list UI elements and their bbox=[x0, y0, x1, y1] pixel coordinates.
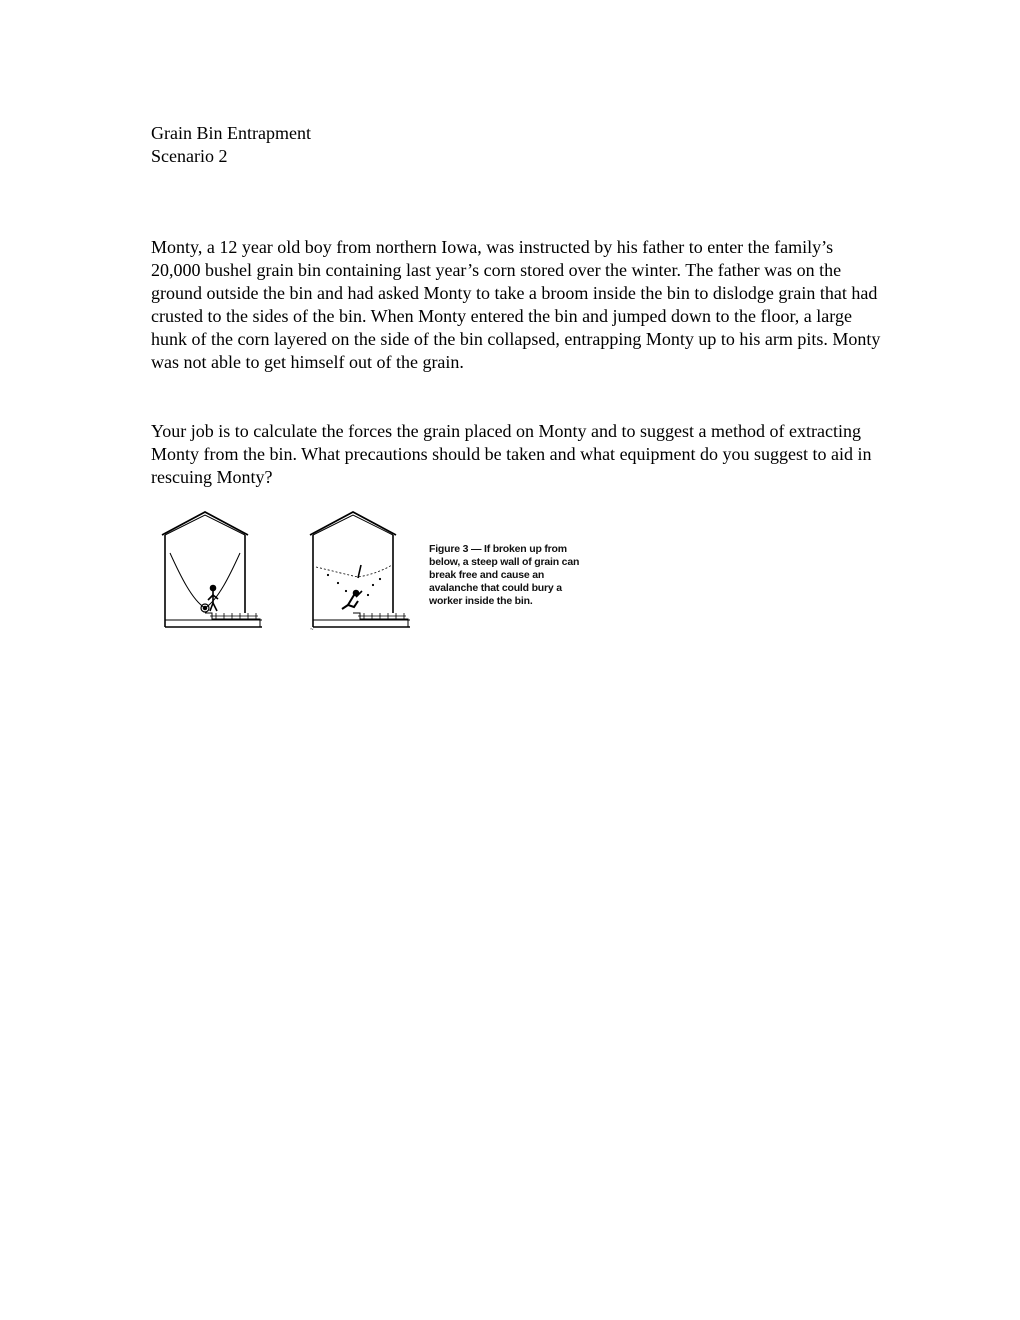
grain-bin-left bbox=[162, 512, 262, 627]
grain-bin-illustration bbox=[150, 505, 420, 633]
document-title: Grain Bin Entrapment bbox=[151, 123, 311, 143]
grain-bin-right bbox=[310, 512, 410, 627]
grain-bin-figure bbox=[150, 505, 610, 635]
figure-caption: Figure 3 — If broken up from below, a steep wall of grain can break free and cause an avalanche that could bury a worker inside the bin. bbox=[429, 543, 580, 607]
scenario-paragraph: Monty, a 12 year old boy from northern Iowa, was instructed by his father to enter the family’s 20,000 bushel grain bin containing last year’s corn stored over the winter. The father was on the ground outside the bin and had asked Monty to take a broom inside the bin to dislodge grain that had crusted to the sides of the bin. When Monty entered the bin and jumped down to the floor, a large hunk of the corn layered on the side of the bin collapsed, entrapping Monty up to his arm pits. Monty was not able to get himself out of the grain. bbox=[151, 237, 881, 372]
svg-text:~: ~ bbox=[310, 627, 314, 633]
task-paragraph: Your job is to calculate the forces the grain placed on Monty and to suggest a method of extracting Monty from the bin. What precautions should be taken and what equipment do you suggest to aid in rescuing Monty? bbox=[151, 421, 872, 487]
title-block bbox=[151, 122, 311, 168]
document-subtitle: Scenario 2 bbox=[151, 146, 228, 166]
